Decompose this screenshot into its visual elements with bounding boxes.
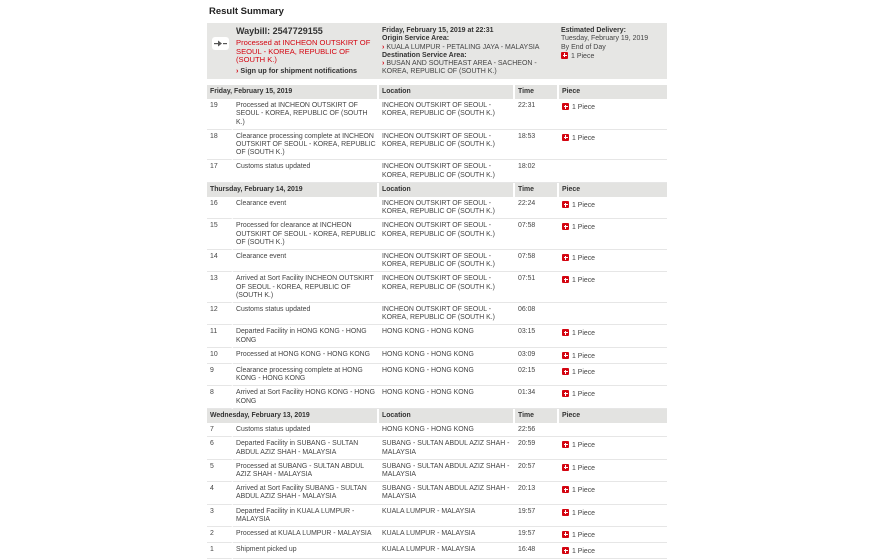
event-location: INCHEON OUTSKIRT OF SEOUL - KOREA, REPUBLIC OF (SOUTH K.) <box>379 303 515 325</box>
event-description: Customs status updated <box>233 303 379 325</box>
event-description: Clearance event <box>233 197 379 219</box>
tracking-event-row <box>207 219 667 250</box>
event-piece <box>559 482 667 504</box>
status-datetime: Friday, February 15, 2019 at 22:31 <box>382 27 494 34</box>
piece-count: 1 Piece <box>572 277 595 285</box>
event-number: 15 <box>207 219 233 250</box>
tracking-history-table <box>207 85 667 559</box>
date-group-header <box>207 183 667 197</box>
event-location: HONG KONG - HONG KONG <box>379 364 515 386</box>
event-piece <box>559 303 667 325</box>
event-number: 1 <box>207 543 233 559</box>
chevron-right-icon: › <box>236 65 239 75</box>
event-piece <box>559 272 667 303</box>
tracking-event-row <box>207 527 667 543</box>
group-date: Wednesday, February 13, 2019 <box>207 409 379 423</box>
event-location: INCHEON OUTSKIRT OF SEOUL - KOREA, REPUBLIC OF (SOUTH K.) <box>379 250 515 272</box>
piece-toggle[interactable] <box>562 487 595 494</box>
event-number: 4 <box>207 482 233 504</box>
event-description: Arrived at Sort Facility HONG KONG - HONG KONG <box>233 386 379 408</box>
expand-plus-icon[interactable] <box>562 201 569 208</box>
event-number: 7 <box>207 423 233 437</box>
expand-plus-icon[interactable] <box>562 329 569 336</box>
result-summary-section <box>207 6 667 559</box>
piece-toggle[interactable] <box>562 353 595 360</box>
tracking-event-row <box>207 348 667 364</box>
column-header-time: Time <box>515 183 559 197</box>
event-number: 18 <box>207 130 233 161</box>
piece-toggle[interactable] <box>562 224 595 231</box>
event-time: 20:59 <box>515 437 559 459</box>
tracking-event-row <box>207 130 667 161</box>
event-number: 6 <box>207 437 233 459</box>
piece-toggle[interactable] <box>561 52 666 61</box>
estimated-delivery-date: Tuesday, February 19, 2019 <box>561 35 649 43</box>
group-date: Friday, February 15, 2019 <box>207 85 379 99</box>
event-description: Processed at HONG KONG - HONG KONG <box>233 348 379 364</box>
piece-count: 1 Piece <box>572 391 595 399</box>
expand-plus-icon[interactable] <box>562 276 569 283</box>
tracking-event-row <box>207 160 667 182</box>
tracking-event-row <box>207 325 667 347</box>
piece-count: 1 Piece <box>571 52 595 60</box>
piece-toggle[interactable] <box>562 465 595 472</box>
expand-plus-icon[interactable] <box>562 464 569 471</box>
event-time: 18:53 <box>515 130 559 161</box>
event-piece <box>559 160 667 182</box>
chevron-right-icon: › <box>382 60 385 68</box>
shipment-status: Processed at INCHEON OUTSKIRT OF SEOUL - KOREA, REPUBLIC OF (SOUTH K.) <box>236 38 371 64</box>
event-description: Departed Facility in SUBANG - SULTAN ABDUL AZIZ SHAH - MALAYSIA <box>233 437 379 459</box>
tracking-event-row <box>207 460 667 482</box>
event-time: 02:15 <box>515 364 559 386</box>
expand-plus-icon[interactable] <box>562 368 569 375</box>
event-time: 20:57 <box>515 460 559 482</box>
date-group-header <box>207 85 667 99</box>
event-description: Departed Facility in KUALA LUMPUR - MALAYSIA <box>233 505 379 527</box>
expand-plus-icon[interactable] <box>562 254 569 261</box>
event-time: 03:15 <box>515 325 559 347</box>
event-number: 19 <box>207 99 233 130</box>
expand-plus-icon[interactable] <box>562 486 569 493</box>
event-time: 22:24 <box>515 197 559 219</box>
event-piece <box>559 543 667 559</box>
arrow-right-icon <box>212 37 229 50</box>
piece-count: 1 Piece <box>572 509 595 517</box>
event-time: 22:31 <box>515 99 559 130</box>
piece-toggle[interactable] <box>562 391 595 398</box>
event-location: INCHEON OUTSKIRT OF SEOUL - KOREA, REPUBLIC OF (SOUTH K.) <box>379 219 515 250</box>
destination-label: Destination Service Area: <box>382 51 467 59</box>
signup-notifications-link[interactable] <box>236 67 376 75</box>
tracking-event-row <box>207 505 667 527</box>
estimated-delivery-label: Estimated Delivery: <box>561 27 626 34</box>
piece-count: 1 Piece <box>572 548 595 556</box>
origin-value: › KUALA LUMPUR - PETALING JAYA - MALAYSIA <box>382 43 540 51</box>
event-number: 5 <box>207 460 233 482</box>
tracking-event-row <box>207 303 667 325</box>
event-time: 18:02 <box>515 160 559 182</box>
piece-toggle[interactable] <box>562 277 595 284</box>
event-description: Clearance processing complete at HONG KONG - HONG KONG <box>233 364 379 386</box>
event-piece <box>559 423 667 437</box>
event-location: INCHEON OUTSKIRT OF SEOUL - KOREA, REPUBLIC OF (SOUTH K.) <box>379 130 515 161</box>
tracking-event-row <box>207 99 667 130</box>
event-piece <box>559 386 667 408</box>
event-description: Arrived at Sort Facility SUBANG - SULTAN ABDUL AZIZ SHAH - MALAYSIA <box>233 482 379 504</box>
piece-toggle[interactable] <box>562 369 595 376</box>
event-location: HONG KONG - HONG KONG <box>379 348 515 364</box>
event-location: HONG KONG - HONG KONG <box>379 325 515 347</box>
column-header-location: Location <box>379 85 515 99</box>
event-piece <box>559 130 667 161</box>
event-number: 9 <box>207 364 233 386</box>
column-header-time: Time <box>515 85 559 99</box>
destination-value: › BUSAN AND SOUTHEAST AREA - SACHEON - KOREA, REPUBLIC OF (SOUTH K.) <box>382 60 537 76</box>
piece-count: 1 Piece <box>572 464 595 472</box>
event-description: Processed for clearance at INCHEON OUTSKIRT OF SEOUL - KOREA, REPUBLIC OF (SOUTH K.) <box>233 219 379 250</box>
event-description: Processed at SUBANG - SULTAN ABDUL AZIZ SHAH - MALAYSIA <box>233 460 379 482</box>
event-piece <box>559 437 667 459</box>
column-header-piece: Piece <box>559 183 667 197</box>
event-piece <box>559 197 667 219</box>
event-location: SUBANG - SULTAN ABDUL AZIZ SHAH - MALAYSIA <box>379 437 515 459</box>
event-piece <box>559 527 667 543</box>
event-number: 13 <box>207 272 233 303</box>
piece-count: 1 Piece <box>572 202 595 210</box>
tracking-event-row <box>207 272 667 303</box>
group-date: Thursday, February 14, 2019 <box>207 183 379 197</box>
event-location: KUALA LUMPUR - MALAYSIA <box>379 505 515 527</box>
shipment-summary-box <box>207 23 667 79</box>
event-number: 3 <box>207 505 233 527</box>
piece-count: 1 Piece <box>572 487 595 495</box>
event-location: HONG KONG - HONG KONG <box>379 386 515 408</box>
tracking-event-row <box>207 364 667 386</box>
expand-plus-icon[interactable] <box>562 352 569 359</box>
event-location: INCHEON OUTSKIRT OF SEOUL - KOREA, REPUBLIC OF (SOUTH K.) <box>379 272 515 303</box>
event-time: 03:09 <box>515 348 559 364</box>
event-piece <box>559 325 667 347</box>
event-location: INCHEON OUTSKIRT OF SEOUL - KOREA, REPUBLIC OF (SOUTH K.) <box>379 197 515 219</box>
event-piece <box>559 250 667 272</box>
piece-count: 1 Piece <box>572 369 595 377</box>
event-time: 06:08 <box>515 303 559 325</box>
tracking-event-row <box>207 482 667 504</box>
piece-count: 1 Piece <box>572 330 595 338</box>
event-time: 07:58 <box>515 219 559 250</box>
event-piece <box>559 505 667 527</box>
expand-plus-icon[interactable] <box>562 509 569 516</box>
event-location: SUBANG - SULTAN ABDUL AZIZ SHAH - MALAYSIA <box>379 482 515 504</box>
expand-plus-icon[interactable] <box>562 223 569 230</box>
piece-toggle[interactable] <box>562 548 595 555</box>
origin-label: Origin Service Area: <box>382 35 450 43</box>
expand-plus-icon[interactable] <box>562 531 569 538</box>
waybill-number: Waybill: 2547729155 <box>236 26 323 36</box>
event-piece <box>559 99 667 130</box>
expand-plus-icon[interactable] <box>562 547 569 554</box>
column-header-piece: Piece <box>559 409 667 423</box>
event-description: Processed at KUALA LUMPUR - MALAYSIA <box>233 527 379 543</box>
event-time: 19:57 <box>515 505 559 527</box>
event-time: 22:56 <box>515 423 559 437</box>
event-number: 2 <box>207 527 233 543</box>
expand-plus-icon[interactable] <box>562 441 569 448</box>
signup-link-label: Sign up for shipment notifications <box>240 65 357 75</box>
piece-toggle[interactable] <box>562 255 595 262</box>
piece-count: 1 Piece <box>572 134 595 142</box>
event-time: 07:51 <box>515 272 559 303</box>
event-description: Departed Facility in HONG KONG - HONG KONG <box>233 325 379 347</box>
event-description: Processed at INCHEON OUTSKIRT OF SEOUL - KOREA, REPUBLIC OF (SOUTH K.) <box>233 99 379 130</box>
piece-count: 1 Piece <box>572 442 595 450</box>
event-description: Customs status updated <box>233 160 379 182</box>
event-time: 19:57 <box>515 527 559 543</box>
tracking-event-row <box>207 250 667 272</box>
piece-toggle[interactable] <box>562 330 595 337</box>
tracking-event-row <box>207 386 667 408</box>
event-time: 01:34 <box>515 386 559 408</box>
event-location: HONG KONG - HONG KONG <box>379 423 515 437</box>
event-time: 20:13 <box>515 482 559 504</box>
event-location: INCHEON OUTSKIRT OF SEOUL - KOREA, REPUBLIC OF (SOUTH K.) <box>379 160 515 182</box>
piece-toggle[interactable] <box>562 510 595 517</box>
event-location: SUBANG - SULTAN ABDUL AZIZ SHAH - MALAYSIA <box>379 460 515 482</box>
piece-count: 1 Piece <box>572 224 595 232</box>
piece-toggle[interactable] <box>562 442 595 449</box>
event-piece <box>559 364 667 386</box>
event-time: 16:48 <box>515 543 559 559</box>
column-header-time: Time <box>515 409 559 423</box>
piece-count: 1 Piece <box>572 104 595 112</box>
event-description: Shipment picked up <box>233 543 379 559</box>
expand-plus-icon[interactable] <box>562 134 569 141</box>
piece-toggle[interactable] <box>562 202 595 209</box>
event-location: KUALA LUMPUR - MALAYSIA <box>379 527 515 543</box>
event-number: 17 <box>207 160 233 182</box>
chevron-right-icon: › <box>382 43 385 51</box>
event-description: Clearance event <box>233 250 379 272</box>
event-description: Clearance processing complete at INCHEON OUTSKIRT OF SEOUL - KOREA, REPUBLIC OF (SOUTH K.) <box>233 130 379 161</box>
estimated-delivery-time: By End of Day <box>561 43 606 51</box>
expand-plus-icon[interactable] <box>561 52 568 59</box>
event-piece <box>559 348 667 364</box>
tracking-event-row <box>207 197 667 219</box>
event-time: 07:58 <box>515 250 559 272</box>
tracking-event-row <box>207 437 667 459</box>
column-header-location: Location <box>379 183 515 197</box>
event-description: Arrived at Sort Facility INCHEON OUTSKIRT OF SEOUL - KOREA, REPUBLIC OF (SOUTH K.) <box>233 272 379 303</box>
event-description: Customs status updated <box>233 423 379 437</box>
piece-count: 1 Piece <box>572 531 595 539</box>
event-number: 16 <box>207 197 233 219</box>
page-title: Result Summary <box>209 6 284 17</box>
piece-toggle[interactable] <box>562 135 595 142</box>
event-piece <box>559 219 667 250</box>
column-header-location: Location <box>379 409 515 423</box>
event-number: 12 <box>207 303 233 325</box>
date-group-header <box>207 409 667 423</box>
piece-count: 1 Piece <box>572 255 595 263</box>
tracking-event-row <box>207 423 667 437</box>
piece-toggle[interactable] <box>562 532 595 539</box>
event-number: 10 <box>207 348 233 364</box>
event-number: 8 <box>207 386 233 408</box>
event-number: 11 <box>207 325 233 347</box>
event-piece <box>559 460 667 482</box>
piece-toggle[interactable] <box>562 104 595 111</box>
tracking-event-row <box>207 543 667 559</box>
expand-plus-icon[interactable] <box>562 103 569 110</box>
column-header-piece: Piece <box>559 85 667 99</box>
piece-count: 1 Piece <box>572 352 595 360</box>
event-location: INCHEON OUTSKIRT OF SEOUL - KOREA, REPUBLIC OF (SOUTH K.) <box>379 99 515 130</box>
event-number: 14 <box>207 250 233 272</box>
event-location: KUALA LUMPUR - MALAYSIA <box>379 543 515 559</box>
expand-plus-icon[interactable] <box>562 390 569 397</box>
